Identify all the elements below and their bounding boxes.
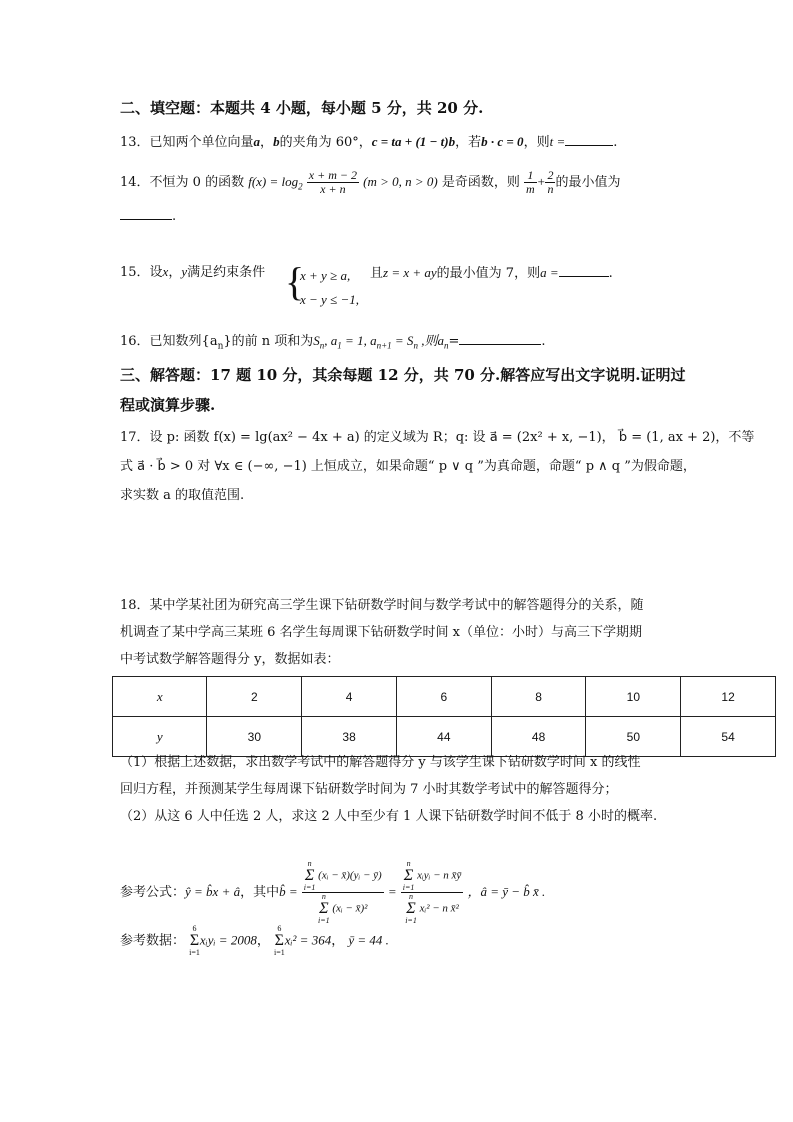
data-sum-xy: xᵢyᵢ = 2008	[199, 932, 257, 948]
q18-line3: 中考试数学解答题得分 y，数据如表：	[120, 652, 340, 667]
q14-f2-num: 2	[547, 168, 554, 182]
q14-frac-num: x + m − 2	[308, 168, 357, 182]
data-table	[112, 676, 776, 757]
table-cell: 50	[586, 717, 681, 757]
table-cell-y-label: y	[113, 717, 207, 757]
sum-symbol: n Σ i=1	[318, 892, 330, 925]
formula-den2: xᵢ² − n x̄²	[419, 902, 459, 915]
table-cell: 12	[681, 677, 776, 717]
section-header-answer-line1: 三、解答题：17 题 10 分，其余每题 12 分，共 70 分.解答应写出文字说明.证明过	[120, 366, 686, 384]
q15-ineq1: x + y ≥ a,	[300, 268, 351, 283]
q14-base: 2	[298, 181, 303, 192]
q13-angle: 的夹角为 60°，	[279, 135, 372, 150]
q18-line2: 机调查了某中学高三某班 6 名学生每周课下钻研数学时间 x（单位：小时）与高三下学期期	[120, 625, 643, 640]
question-14	[120, 168, 620, 201]
formula-frac1	[302, 860, 384, 925]
q15-z: z = x + ay	[383, 265, 437, 280]
q16-sn: S	[313, 333, 320, 348]
q15-and: 且	[370, 266, 384, 281]
q14-frac2	[545, 169, 555, 196]
q17-line1: 17．设 p: 函数 f(x) = lg(ax² − 4x + a) 的定义域为 R；q: 设 a⃗ = (2x² + x, −1)， b⃗ = (1, ax + 2)，不等	[120, 430, 755, 445]
q16-c6: ,则a	[417, 333, 444, 348]
q14-f1-den: m	[526, 182, 535, 196]
q13-cond: ，若	[455, 135, 482, 150]
q17-line2: 式 a⃗ · b⃗ > 0 对 ∀x ∈ (−∞, −1) 上恒成立，如果命题“ p ∨ q ”为真命题，命题“ p ∧ q ”为假命题，	[120, 459, 696, 474]
q14-tail: 的最小值为	[555, 175, 621, 190]
q15-answer-blank[interactable]	[559, 262, 609, 277]
data-label: 参考数据：	[120, 933, 186, 949]
sum-symbol: 6 Σ i=1	[273, 924, 285, 957]
formula-frac1-den	[302, 893, 384, 925]
q16-c2: = 1, a	[341, 333, 377, 348]
question-13	[120, 131, 617, 153]
q18-part1-line1: （1）根据上述数据，求出数学考试中的解答题得分 y 与该学生课下钻研数学时间 x 的线性	[120, 755, 641, 770]
q13-t: t =	[549, 134, 566, 149]
formula-b: b̂ =	[279, 884, 298, 899]
q15-ineq2: x − y ≤ −1,	[300, 292, 359, 307]
q16-c1: 1	[337, 340, 342, 351]
q14-answer-blank[interactable]	[120, 205, 172, 220]
section-header-answer-line2: 程或演算步骤.	[120, 396, 216, 414]
q14-f2-den: n	[547, 182, 554, 196]
q13-end: .	[613, 135, 618, 150]
q14-mid: 是奇函数，则	[441, 175, 520, 190]
q13-then: ，则	[523, 135, 550, 150]
q17-line3: 求实数 a 的取值范围.	[120, 488, 245, 503]
table-cell-x-label: x	[113, 677, 207, 717]
q14-line2	[120, 205, 176, 227]
table-cell: 10	[586, 677, 681, 717]
q16-lead: 16．已知数列{a	[120, 334, 218, 349]
question-15	[120, 262, 265, 283]
sum-symbol: 6 Σ i=1	[189, 924, 200, 957]
q14-fraction	[307, 169, 359, 196]
q18-line1: 18．某中学某社团为研究高三学生课下钻研数学时间与数学考试中的解答题得分的关系，随	[120, 598, 644, 613]
q16-c4: = S	[391, 333, 414, 348]
q15-comma: ，	[168, 265, 182, 280]
q13-vec-a: a	[253, 134, 261, 149]
formula-label: 参考公式：	[120, 885, 186, 900]
q15-y: y	[181, 264, 188, 279]
formula-den1: (xᵢ − x̄)²	[332, 902, 368, 915]
q15-cond-text: 满足约束条件	[187, 265, 266, 280]
q16-cond: , a	[324, 333, 338, 348]
table-cell: 44	[396, 717, 491, 757]
q16-answer-blank[interactable]	[459, 330, 541, 345]
table-cell: 6	[396, 677, 491, 717]
q13-answer-blank[interactable]	[565, 131, 613, 146]
q14-f1-num: 1	[524, 169, 537, 183]
table-cell: 30	[207, 717, 302, 757]
q15-mid: 的最小值为 7，则	[436, 266, 541, 281]
q15-x: x	[162, 264, 169, 279]
table-cell: 2	[207, 677, 302, 717]
table-cell: 48	[491, 717, 586, 757]
formula-num2: xᵢyᵢ − n x̄ȳ	[417, 869, 462, 882]
q13-expr: c = ta + (1 − t)b	[371, 134, 456, 149]
formula-frac1-num	[302, 860, 384, 893]
data-ybar: ȳ = 44 .	[348, 932, 389, 948]
q16-c3: n+1	[376, 340, 392, 351]
q14-lead: 14．不恒为 0 的函数	[120, 175, 245, 190]
reference-data-line: 参考数据： 6 Σ i=1xᵢyᵢ = 2008， 6 Σ i=1xᵢ² = 364， ȳ = 44 .	[120, 924, 389, 957]
q15-rest	[370, 262, 613, 284]
q14-end: .	[172, 209, 177, 224]
formula-a: ，â = ȳ − b̂ x̄ .	[467, 884, 546, 899]
sum-symbol: n Σ i=1	[303, 859, 316, 892]
q14-frac1	[524, 169, 537, 196]
table-row-x	[113, 677, 776, 717]
q14-cond: (m > 0, n > 0)	[363, 174, 438, 189]
q16-mid: }的前 n 项和为	[223, 334, 314, 349]
q16-c7: n	[443, 340, 449, 351]
q15-lead: 15．设	[120, 265, 163, 280]
q16-c5: n	[413, 340, 418, 351]
formula-yhat: ŷ = b̂x + â	[185, 884, 241, 899]
section-header-fill-blank: 二、填空题：本题共 4 小题，每小题 5 分，共 20 分.	[120, 99, 484, 117]
formula-num1: (xᵢ − x̄)(yᵢ − ȳ)	[318, 869, 382, 882]
q16-sub-n: n	[217, 341, 224, 352]
formula-frac2-den	[401, 893, 464, 925]
q15-brace: {	[285, 259, 305, 304]
formula-frac2	[401, 860, 464, 925]
q14-frac-den: x + n	[320, 182, 346, 196]
q14-plus: +	[536, 174, 546, 189]
sum-symbol: n Σ i=1	[402, 859, 415, 892]
formula-line: 参考公式：ŷ = b̂x + â，其中b̂ = n Σ i=1 (xᵢ − x̄)(yᵢ − ȳ) n Σ i=1 (xᵢ − x̄)² = n Σ i=1 xᵢyᵢ − n x̄ȳ n Σ i=1 xᵢ² − n x̄² ，â = ȳ − b̂ x̄ .	[120, 859, 546, 925]
q13-sep: ，	[260, 135, 274, 150]
q13-dot: b · c = 0	[481, 134, 524, 149]
q15-a: a =	[540, 265, 559, 280]
q13-vec-b: b	[273, 134, 280, 149]
q18-part1-line2: 回归方程，并预测某学生每周课下钻研数学时间为 7 小时其数学考试中的解答题得分；	[120, 782, 618, 797]
formula-frac2-num	[401, 860, 464, 893]
q14-func: f(x) = log	[248, 174, 299, 189]
q13-lead: 13．已知两个单位向量	[120, 135, 254, 150]
q18-part2: （2）从这 6 人中任选 2 人，求这 2 人中至少有 1 人课下钻研数学时间不低于 8 小时的概率.	[120, 809, 658, 824]
table-cell: 4	[302, 677, 397, 717]
table-cell: 54	[681, 717, 776, 757]
sum-symbol: n Σ i=1	[405, 892, 417, 925]
q15-end: .	[608, 266, 613, 281]
table-cell: 38	[302, 717, 397, 757]
table-cell: 8	[491, 677, 586, 717]
table-row-y	[113, 717, 776, 757]
data-sum-x2: xᵢ² = 364	[284, 932, 332, 948]
formula-mid: ，其中	[240, 885, 280, 900]
question-16: 16．已知数列$\{a_n\}$的前 n 项和为$S_n$, $a_1 = 1$, $a_{n+1} = S_n$ ,则$a_n=$ .	[120, 330, 546, 357]
q16-c8: =	[448, 334, 460, 349]
